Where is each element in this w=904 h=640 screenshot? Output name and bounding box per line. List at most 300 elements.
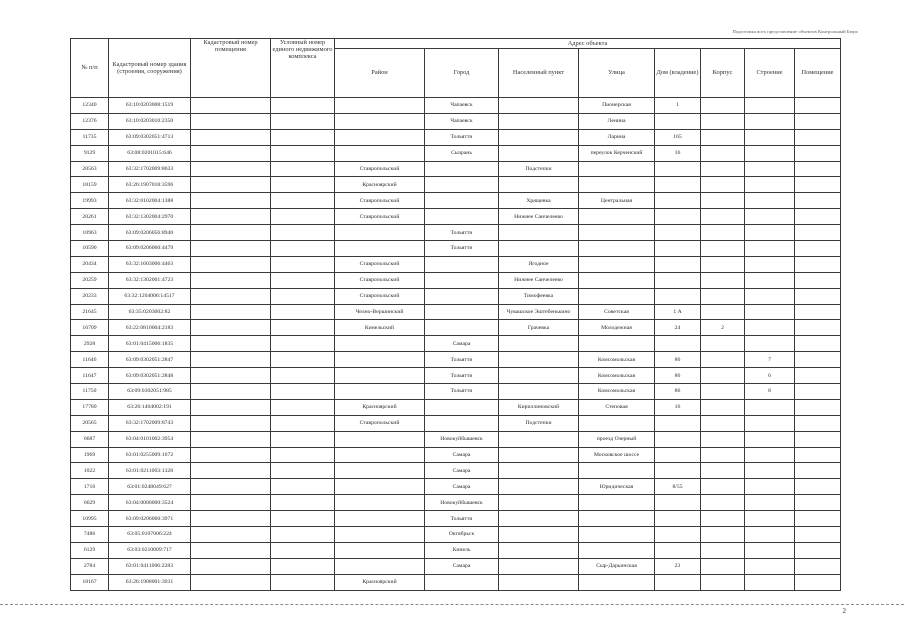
cell-korpus: [701, 304, 745, 320]
cell-num: 9129: [71, 145, 109, 161]
cell-city: Тольятти: [425, 368, 499, 384]
cell-empty: [271, 542, 335, 558]
cell-cad: 63:09:0302051:2848: [109, 368, 191, 384]
table-row: [71, 399, 841, 415]
cell-house: 8/55: [655, 479, 701, 495]
cell-empty: [191, 113, 271, 129]
cell-cad: 63:01:0211003:1328: [109, 463, 191, 479]
cell-empty: [795, 399, 841, 415]
cell-district: Ставропольский: [335, 256, 425, 272]
cell-city: Тольятти: [425, 129, 499, 145]
cell-street: Комсомольская: [579, 352, 655, 368]
cell-empty: [795, 113, 841, 129]
table-row: [71, 431, 841, 447]
cell-city: Тольятти: [425, 225, 499, 241]
cell-house: [655, 463, 701, 479]
cell-building: [745, 399, 795, 415]
cell-empty: [191, 272, 271, 288]
cell-cad: 63:04:0101002:3954: [109, 431, 191, 447]
cell-city: Сызрань: [425, 145, 499, 161]
cell-cad: 63:01:0255009:1672: [109, 447, 191, 463]
cell-house: [655, 495, 701, 511]
cell-district: [335, 368, 425, 384]
table-row: [71, 241, 841, 257]
table-row: [71, 161, 841, 177]
cell-korpus: 2: [701, 320, 745, 336]
cell-num: 21645: [71, 304, 109, 320]
cell-num: 20565: [71, 415, 109, 431]
cell-empty: [795, 511, 841, 527]
cell-city: [425, 161, 499, 177]
cell-city: [425, 177, 499, 193]
cell-building: [745, 574, 795, 590]
cell-building: [745, 129, 795, 145]
cell-settlement: [499, 495, 579, 511]
cell-empty: [191, 431, 271, 447]
cell-empty: [191, 304, 271, 320]
cell-num: 7486: [71, 527, 109, 543]
cell-street: Комсомольская: [579, 368, 655, 384]
cell-building: [745, 463, 795, 479]
cell-empty: [795, 447, 841, 463]
table-row: [71, 98, 841, 114]
cell-empty: [271, 368, 335, 384]
cell-cad: 63:09:0206060:4479: [109, 241, 191, 257]
cell-cad: 63:32:1302001:4723: [109, 272, 191, 288]
cell-city: [425, 304, 499, 320]
cell-district: [335, 463, 425, 479]
cell-settlement: [499, 352, 579, 368]
cell-empty: [795, 574, 841, 590]
cell-empty: [795, 495, 841, 511]
cell-empty: [191, 558, 271, 574]
cell-street: Московское шоссе: [579, 447, 655, 463]
cell-num: 10995: [71, 511, 109, 527]
cell-settlement: [499, 479, 579, 495]
cell-street: переулок Керченский: [579, 145, 655, 161]
cell-cad: 63:32:1204006:14517: [109, 288, 191, 304]
cell-empty: [795, 225, 841, 241]
cell-num: 12376: [71, 113, 109, 129]
cell-building: [745, 241, 795, 257]
cell-street: [579, 177, 655, 193]
cell-street: Советская: [579, 304, 655, 320]
table-row: [71, 177, 841, 193]
table-row: [71, 193, 841, 209]
cell-city: Новокуйбышевск: [425, 431, 499, 447]
cell-num: 18167: [71, 574, 109, 590]
cell-empty: [271, 161, 335, 177]
cell-building: [745, 431, 795, 447]
cell-house: [655, 209, 701, 225]
cell-district: [335, 558, 425, 574]
cell-house: 165: [655, 129, 701, 145]
cell-empty: [795, 463, 841, 479]
cell-cad: 63:22:0810004:2183: [109, 320, 191, 336]
cell-empty: [271, 352, 335, 368]
cell-korpus: [701, 209, 745, 225]
cell-num: 11735: [71, 129, 109, 145]
table-row: [71, 542, 841, 558]
cell-district: Ставропольский: [335, 161, 425, 177]
cell-building: [745, 447, 795, 463]
cell-building: [745, 415, 795, 431]
col-header-street: Улица: [579, 49, 655, 98]
table-row: [71, 463, 841, 479]
cell-settlement: [499, 98, 579, 114]
cell-settlement: Нижнее Санчелеево: [499, 209, 579, 225]
cell-house: [655, 241, 701, 257]
table-row: [71, 304, 841, 320]
cell-building: [745, 527, 795, 543]
table-row: [71, 336, 841, 352]
cell-empty: [191, 241, 271, 257]
cell-empty: [271, 225, 335, 241]
table-row: [71, 511, 841, 527]
cell-empty: [795, 177, 841, 193]
cell-city: [425, 288, 499, 304]
cell-empty: [795, 384, 841, 400]
cell-building: [745, 304, 795, 320]
cell-settlement: Чувашское Эштебенькино: [499, 304, 579, 320]
cell-cad: 63:03:0210009:717: [109, 542, 191, 558]
cell-building: [745, 145, 795, 161]
cell-street: [579, 272, 655, 288]
cell-korpus: [701, 145, 745, 161]
cell-empty: [795, 161, 841, 177]
cell-settlement: Подстепки: [499, 415, 579, 431]
cell-settlement: [499, 431, 579, 447]
table-row: [71, 527, 841, 543]
cell-house: [655, 431, 701, 447]
cell-num: 1022: [71, 463, 109, 479]
cell-building: [745, 272, 795, 288]
objects-table: [70, 38, 841, 591]
cell-korpus: [701, 241, 745, 257]
cell-empty: [271, 431, 335, 447]
cell-num: 19993: [71, 193, 109, 209]
cell-empty: [191, 336, 271, 352]
cell-korpus: [701, 447, 745, 463]
cell-street: [579, 288, 655, 304]
cell-empty: [191, 129, 271, 145]
cell-num: 20434: [71, 256, 109, 272]
cell-empty: [191, 256, 271, 272]
cell-district: [335, 98, 425, 114]
col-header-city: Город: [425, 49, 499, 98]
cell-empty: [795, 209, 841, 225]
cell-building: 8: [745, 384, 795, 400]
page-number: 2: [842, 607, 846, 615]
cell-settlement: [499, 463, 579, 479]
cell-cad: 63:09:0302051:2847: [109, 352, 191, 368]
cell-empty: [271, 177, 335, 193]
cell-street: Ленина: [579, 113, 655, 129]
cell-empty: [271, 463, 335, 479]
cell-district: [335, 225, 425, 241]
cell-empty: [271, 145, 335, 161]
cell-settlement: [499, 368, 579, 384]
cell-empty: [191, 479, 271, 495]
col-header-cond-num: Условный номер единого недвижимого комплекса: [271, 39, 335, 98]
cell-house: 86: [655, 368, 701, 384]
cell-empty: [271, 336, 335, 352]
cell-house: [655, 511, 701, 527]
cell-korpus: [701, 113, 745, 129]
cell-empty: [271, 384, 335, 400]
cell-empty: [271, 304, 335, 320]
cell-num: 11647: [71, 368, 109, 384]
page-cut-line: [0, 604, 904, 605]
cell-house: [655, 542, 701, 558]
cell-empty: [795, 320, 841, 336]
col-header-building: Строение: [745, 49, 795, 98]
cell-empty: [191, 145, 271, 161]
cell-empty: [795, 288, 841, 304]
cell-city: Тольятти: [425, 241, 499, 257]
cell-cad: 63:09:0206056:8940: [109, 225, 191, 241]
cell-city: [425, 574, 499, 590]
cell-city: [425, 399, 499, 415]
cell-house: 16: [655, 399, 701, 415]
cell-settlement: [499, 511, 579, 527]
cell-district: Красноярский: [335, 574, 425, 590]
cell-empty: [191, 288, 271, 304]
cell-cad: 63:26:1908001:3931: [109, 574, 191, 590]
cell-settlement: [499, 129, 579, 145]
cell-empty: [271, 415, 335, 431]
cell-cad: 63:26:1404002:191: [109, 399, 191, 415]
cell-settlement: [499, 447, 579, 463]
cell-city: Тольятти: [425, 384, 499, 400]
cell-num: 20259: [71, 272, 109, 288]
cell-korpus: [701, 193, 745, 209]
cell-empty: [271, 447, 335, 463]
cell-city: [425, 193, 499, 209]
cell-building: [745, 209, 795, 225]
cell-num: 11750: [71, 384, 109, 400]
cell-empty: [271, 479, 335, 495]
cell-settlement: Кириллиновский: [499, 399, 579, 415]
cell-settlement: [499, 145, 579, 161]
cell-street: [579, 161, 655, 177]
cell-empty: [191, 511, 271, 527]
cell-empty: [271, 113, 335, 129]
cell-korpus: [701, 527, 745, 543]
cell-korpus: [701, 256, 745, 272]
table-row: [71, 225, 841, 241]
cell-korpus: [701, 288, 745, 304]
col-header-settlement: Населенный пункт: [499, 49, 579, 98]
cell-district: Челно-Вершинский: [335, 304, 425, 320]
cell-empty: [271, 511, 335, 527]
cell-building: [745, 495, 795, 511]
table-row: [71, 352, 841, 368]
cell-house: 86: [655, 384, 701, 400]
cell-house: [655, 288, 701, 304]
cell-num: 1716: [71, 479, 109, 495]
cell-settlement: Хрящевка: [499, 193, 579, 209]
cell-cad: 63:09:0302051:985: [109, 384, 191, 400]
table-row: [71, 384, 841, 400]
cell-city: Самара: [425, 463, 499, 479]
cell-empty: [191, 177, 271, 193]
cell-cad: 63:35:0203002:82: [109, 304, 191, 320]
col-header-korpus: Корпус: [701, 49, 745, 98]
cell-korpus: [701, 463, 745, 479]
cell-street: Ларина: [579, 129, 655, 145]
cell-num: 20233: [71, 288, 109, 304]
cell-korpus: [701, 384, 745, 400]
cell-num: 2784: [71, 558, 109, 574]
cell-num: 10590: [71, 241, 109, 257]
cell-empty: [191, 447, 271, 463]
cell-settlement: [499, 225, 579, 241]
cell-street: проезд Озерный: [579, 431, 655, 447]
cell-empty: [795, 431, 841, 447]
cell-district: [335, 352, 425, 368]
cell-building: [745, 161, 795, 177]
cell-korpus: [701, 431, 745, 447]
table-row: [71, 447, 841, 463]
cell-empty: [191, 574, 271, 590]
cell-street: [579, 527, 655, 543]
cell-settlement: [499, 384, 579, 400]
cell-cad: 63:01:0411006:2283: [109, 558, 191, 574]
cell-city: Чапаевск: [425, 113, 499, 129]
cell-num: 16709: [71, 320, 109, 336]
cell-settlement: Нижнее Санчелеево: [499, 272, 579, 288]
cell-empty: [271, 288, 335, 304]
table-row: [71, 209, 841, 225]
cell-korpus: [701, 336, 745, 352]
cell-street: Центральная: [579, 193, 655, 209]
cell-district: [335, 113, 425, 129]
cell-empty: [795, 558, 841, 574]
cell-street: [579, 336, 655, 352]
cell-street: [579, 209, 655, 225]
cell-building: [745, 113, 795, 129]
cell-city: Новокуйбышевск: [425, 495, 499, 511]
cell-empty: [795, 129, 841, 145]
cell-house: [655, 113, 701, 129]
cell-street: [579, 463, 655, 479]
cell-city: Самара: [425, 558, 499, 574]
cell-cad: 63:32:1603006:4463: [109, 256, 191, 272]
cell-building: [745, 193, 795, 209]
cell-city: Самара: [425, 447, 499, 463]
cell-cad: 63:32:1702009:8743: [109, 415, 191, 431]
col-header-num: № п/п: [71, 39, 109, 98]
cell-korpus: [701, 399, 745, 415]
cell-district: [335, 495, 425, 511]
cell-num: 6687: [71, 431, 109, 447]
cell-num: 1969: [71, 447, 109, 463]
cell-empty: [795, 479, 841, 495]
table-row: [71, 320, 841, 336]
cell-building: [745, 542, 795, 558]
cell-district: [335, 336, 425, 352]
cell-building: [745, 511, 795, 527]
cell-house: [655, 193, 701, 209]
table-row: [71, 368, 841, 384]
cell-empty: [271, 574, 335, 590]
cell-district: Красноярский: [335, 399, 425, 415]
cell-building: [745, 320, 795, 336]
cell-empty: [271, 193, 335, 209]
cell-street: [579, 511, 655, 527]
cell-empty: [271, 495, 335, 511]
cell-building: [745, 336, 795, 352]
cell-cad: 63:32:0102004:1388: [109, 193, 191, 209]
cell-street: Степовая: [579, 399, 655, 415]
cell-building: [745, 256, 795, 272]
cell-num: 11646: [71, 352, 109, 368]
cell-building: [745, 558, 795, 574]
cell-empty: [795, 193, 841, 209]
table-body: [71, 98, 841, 591]
cell-empty: [271, 399, 335, 415]
cell-cad: 63:09:0302051:4713: [109, 129, 191, 145]
table-row: [71, 479, 841, 495]
cell-num: 20563: [71, 161, 109, 177]
table-row: [71, 558, 841, 574]
cell-cad: 63:01:0248049:627: [109, 479, 191, 495]
cell-cad: 63:26:1907018:3596: [109, 177, 191, 193]
cell-empty: [795, 241, 841, 257]
cell-street: Пионерская: [579, 98, 655, 114]
cell-korpus: [701, 98, 745, 114]
cell-house: 23: [655, 558, 701, 574]
cell-empty: [795, 145, 841, 161]
col-header-room: Помещение: [795, 49, 841, 98]
cell-house: [655, 415, 701, 431]
cell-city: Самара: [425, 336, 499, 352]
cell-district: Ставропольский: [335, 415, 425, 431]
cell-settlement: [499, 558, 579, 574]
cell-street: Юридическая: [579, 479, 655, 495]
cell-empty: [795, 352, 841, 368]
cell-korpus: [701, 542, 745, 558]
col-header-cad-room: Кадастровый номер помещения: [191, 39, 271, 98]
cell-building: [745, 225, 795, 241]
table-row: [71, 288, 841, 304]
table-row: [71, 129, 841, 145]
cell-korpus: [701, 415, 745, 431]
cell-korpus: [701, 352, 745, 368]
cell-korpus: [701, 574, 745, 590]
cell-building: 6: [745, 368, 795, 384]
cell-city: Чапаевск: [425, 98, 499, 114]
cell-settlement: Ягодное: [499, 256, 579, 272]
cell-settlement: [499, 336, 579, 352]
col-header-cad-building: Кадастровый номер здания (строения, сооружения): [109, 39, 191, 98]
cell-street: [579, 225, 655, 241]
col-header-house: Дом (владение): [655, 49, 701, 98]
cell-empty: [191, 193, 271, 209]
cell-district: Ставропольский: [335, 288, 425, 304]
cell-korpus: [701, 479, 745, 495]
table-row: [71, 256, 841, 272]
table-row: [71, 145, 841, 161]
cell-empty: [271, 320, 335, 336]
header-note: Подготовка всех представление объектов Контрольный Бюро: [732, 29, 858, 34]
cell-empty: [795, 368, 841, 384]
cell-empty: [191, 463, 271, 479]
cell-empty: [191, 527, 271, 543]
cell-house: [655, 527, 701, 543]
cell-house: [655, 225, 701, 241]
